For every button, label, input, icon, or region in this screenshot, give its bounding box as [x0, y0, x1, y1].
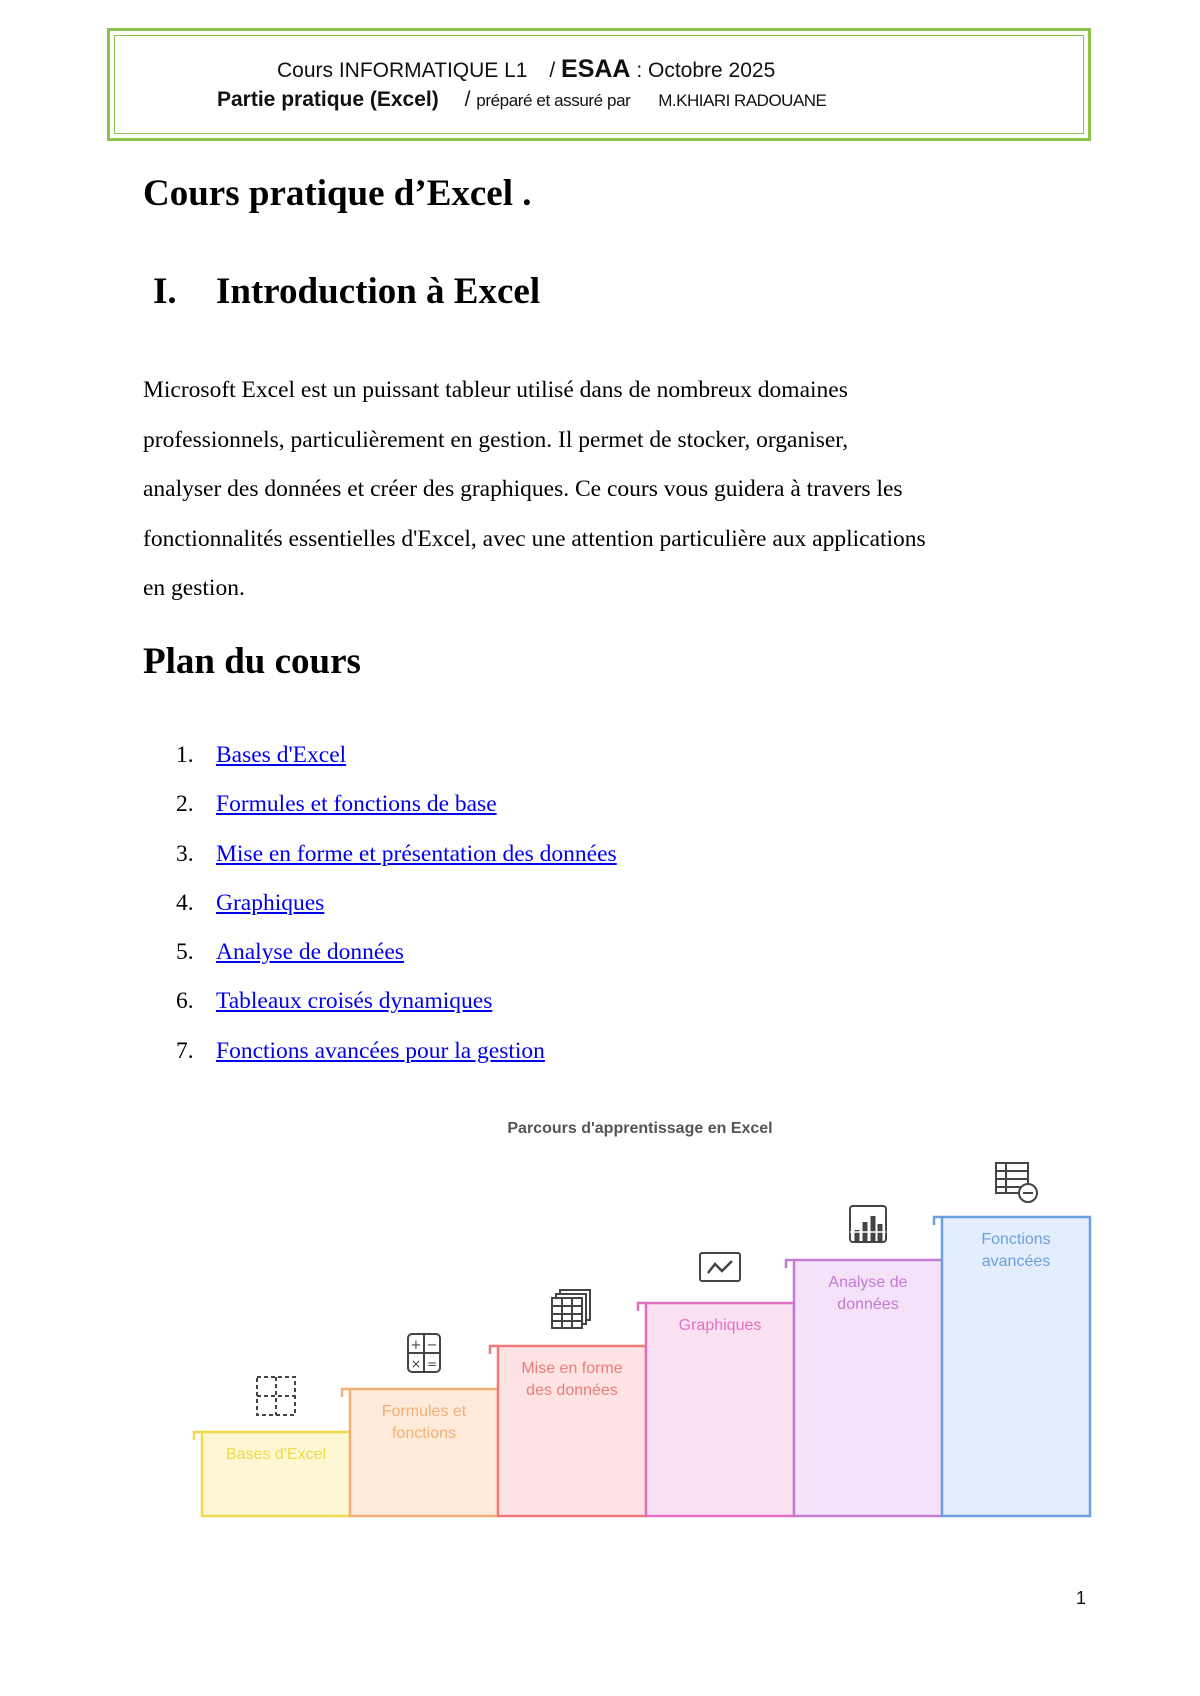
header-part: Partie pratique (Excel)	[217, 88, 439, 111]
plan-item	[176, 890, 617, 939]
table-minus-icon	[996, 1163, 1037, 1202]
header-prepared: préparé et assuré par	[476, 91, 631, 110]
header-slash: /	[464, 88, 471, 111]
step-label: avancées	[981, 1253, 1051, 1270]
step-label: Fonctions	[981, 1231, 1051, 1248]
step-label: Mise en forme	[521, 1360, 623, 1377]
plan-heading: Plan du cours	[143, 641, 361, 682]
step-label: Graphiques	[678, 1317, 762, 1334]
section-heading	[153, 270, 540, 313]
page-number: 1	[1076, 1588, 1087, 1608]
step-6	[934, 1163, 1090, 1516]
plan-item	[176, 841, 617, 890]
step-label: fonctions	[391, 1425, 457, 1442]
header-school: ESAA	[561, 55, 631, 83]
plan-link-tcd[interactable]: Tableaux croisés dynamiques	[216, 988, 493, 1015]
svg-text:×: ×	[410, 1357, 422, 1371]
step-label: Analyse de	[828, 1274, 908, 1291]
step-block	[646, 1303, 794, 1516]
svg-text:+: +	[410, 1338, 422, 1353]
plan-item	[176, 1038, 617, 1087]
intro-line: fonctionnalités essentielles d'Excel, avec une attention particulière aux applications	[143, 525, 926, 552]
intro-line: analyser des données et créer des graphiques. Ce cours vous guidera à travers les	[143, 476, 903, 502]
header-line-2	[217, 88, 826, 112]
step-label: Formules et	[381, 1403, 467, 1420]
step-block	[202, 1432, 350, 1516]
intro-line: Microsoft Excel est un puissant tableur utilisé dans de nombreux domaines	[143, 377, 848, 403]
plan-item	[176, 988, 617, 1037]
table-stack-icon	[552, 1290, 590, 1328]
plan-link-formules[interactable]: Formules et fonctions de base	[216, 791, 497, 818]
plan-item-number: 1.	[176, 742, 194, 768]
calculator-icon	[408, 1334, 440, 1372]
header-line-1	[277, 55, 775, 84]
header-course: Cours INFORMATIQUE L1	[277, 59, 528, 82]
bar-chart-icon	[850, 1206, 886, 1242]
plan-link-graphiques[interactable]: Graphiques	[216, 889, 325, 916]
intro-line: professionnels, particulièrement en gestion. Il permet de stocker, organiser,	[143, 426, 849, 453]
plan-item-number: 4.	[176, 889, 194, 916]
header-box	[107, 28, 1091, 141]
step-label: données	[837, 1296, 899, 1313]
plan-item-number: 3.	[176, 840, 194, 867]
stairs-svg	[180, 1120, 1100, 1520]
header-date: : Octobre 2025	[636, 59, 776, 82]
learning-path-diagram	[180, 1120, 1100, 1520]
plan-item-number: 5.	[176, 939, 194, 966]
line-chart-icon	[700, 1253, 740, 1281]
plan-item	[176, 791, 617, 840]
plan-link-bases[interactable]: Bases d'Excel	[216, 742, 347, 768]
step-5	[786, 1206, 942, 1516]
header-slash: /	[549, 59, 556, 82]
intro-line: en gestion.	[143, 575, 245, 601]
intro-paragraph	[143, 366, 1103, 614]
svg-text:=: =	[426, 1357, 438, 1371]
document-title: Cours pratique d’Excel .	[143, 173, 532, 214]
diagram-title: Parcours d'apprentissage en Excel	[507, 1120, 773, 1137]
svg-text:−: −	[426, 1338, 438, 1353]
plan-link-fonctions-avancees[interactable]: Fonctions avancées pour la gestion	[216, 1037, 545, 1064]
plan-item	[176, 742, 617, 791]
plan-link-analyse[interactable]: Analyse de données	[216, 939, 404, 966]
plan-link-mise-en-forme[interactable]: Mise en forme et présentation des données	[216, 840, 617, 867]
plan-item-number: 7.	[176, 1037, 194, 1064]
section-number: I.	[153, 271, 177, 312]
section-title: Introduction à Excel	[216, 271, 541, 312]
step-1	[194, 1377, 350, 1516]
plan-item	[176, 939, 617, 988]
plan-item-number: 2.	[176, 791, 194, 818]
step-label: des données	[526, 1382, 618, 1399]
header-inner-border	[114, 35, 1084, 134]
course-plan-list	[176, 742, 617, 1087]
step-label: Bases d'Excel	[226, 1446, 326, 1463]
header-author: M.KHIARI RADOUANE	[658, 91, 827, 110]
step-3	[490, 1290, 646, 1516]
step-4	[638, 1253, 794, 1516]
plan-item-number: 6.	[176, 988, 194, 1015]
grid-dashed-icon	[257, 1377, 295, 1415]
step-2	[342, 1334, 498, 1516]
